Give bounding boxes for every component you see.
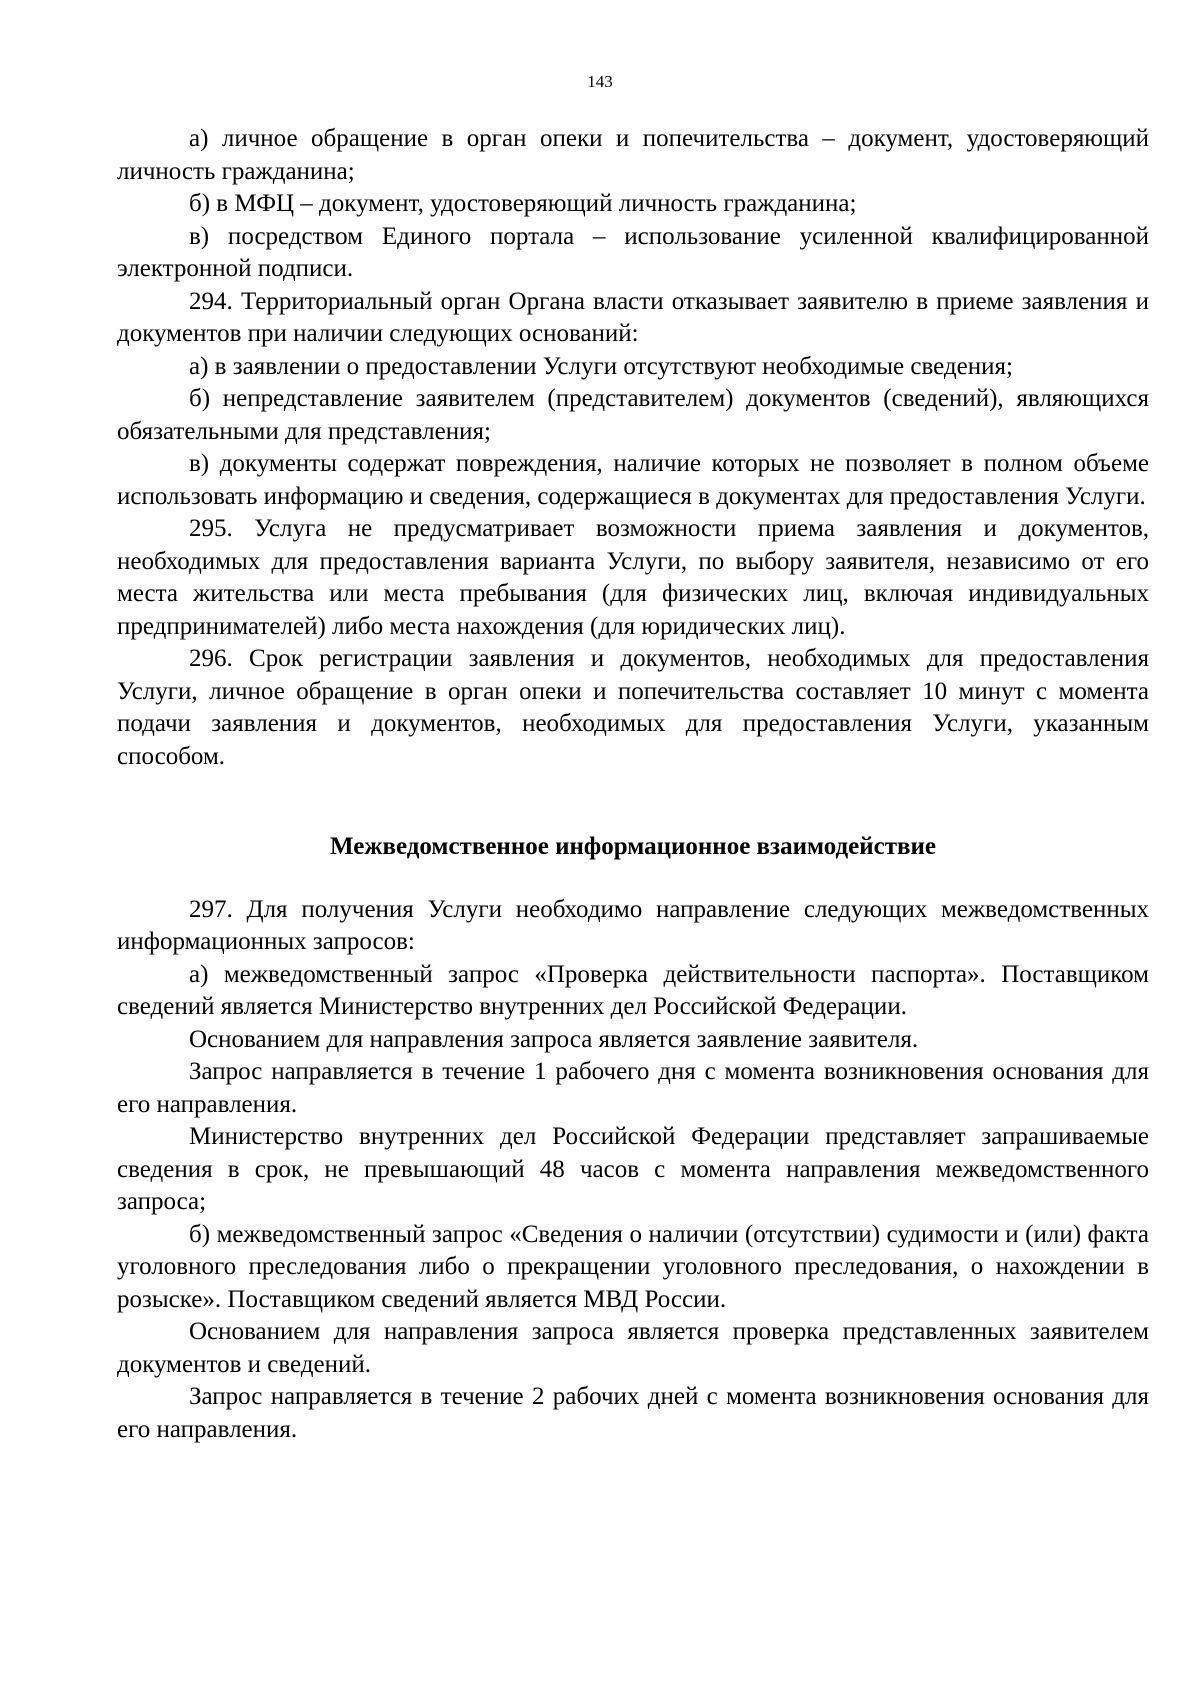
paragraph-294-b: б) непредставление заявителем (представителем) документов (сведений), являющихся обязательными для представления; [117,385,1149,445]
paragraph-297-a-basis: Основанием для направления запроса является заявление заявителя. [189,1025,919,1053]
page-number: 143 [587,72,613,91]
paragraph-item-v-portal: в) посредством Единого портала – использование усиленной квалифицированной электронной подписи. [117,222,1149,282]
paragraph-294-v: в) документы содержат повреждения, наличие которых не позволяет в полном объеме использовать информацию и сведения, содержащиеся в документах для предоставления Услуги. [117,450,1149,510]
paragraph-297-a-timing: Запрос направляется в течение 1 рабочего дня с момента возникновения основания для его направления. [117,1058,1149,1118]
document-body [117,123,1149,1446]
paragraph-296: 296. Срок регистрации заявления и документов, необходимых для предоставления Услуги, личное обращение в орган опеки и попечительства составляет 10 минут с момента подачи заявления и документов, необходимых для предоставления Услуги, указанным способом. [117,645,1149,770]
paragraph-item-a-personal-visit: а) личное обращение в орган опеки и попечительства – документ, удостоверяющий личность гражданина; [117,125,1149,185]
section-heading: Межведомственное информационное взаимодействие [330,833,936,860]
paragraph-294-a: а) в заявлении о предоставлении Услуги отсутствуют необходимые сведения; [189,352,1013,380]
paragraph-297-b: б) межведомственный запрос «Сведения о наличии (отсутствии) судимости и (или) факта уголовного преследования либо о прекращении уголовного преследования, о нахождении в розыске». Поставщиком сведений является МВД России. [117,1220,1149,1313]
paragraph-297-b-timing: Запрос направляется в течение 2 рабочих дней с момента возникновения основания для его направления. [117,1383,1149,1443]
paragraph-297-a: а) межведомственный запрос «Проверка действительности паспорта». Поставщиком сведений является Министерство внутренних дел Российской Федерации. [117,960,1149,1020]
paragraph-297-a-response: Министерство внутренних дел Российской Федерации представляет запрашиваемые сведения в срок, не превышающий 48 часов с момента направления межведомственного запроса; [117,1123,1149,1215]
paragraph-297-b-basis: Основанием для направления запроса является проверка представленных заявителем документов и сведений. [117,1318,1149,1378]
paragraph-item-b-mfc: б) в МФЦ – документ, удостоверяющий личность гражданина; [189,190,857,217]
paragraph-294: 294. Территориальный орган Органа власти отказывает заявителю в приеме заявления и документов при наличии следующих оснований: [117,287,1149,347]
paragraph-295: 295. Услуга не предусматривает возможности приема заявления и документов, необходимых для предоставления варианта Услуги, по выбору заявителя, независимо от его места жительства или места пребывания (для физических лиц, включая индивидуальных предпринимателей) либо места нахождения (для юридических лиц). [117,515,1149,640]
paragraph-297: 297. Для получения Услуги необходимо направление следующих межведомственных информационных запросов: [117,895,1149,955]
